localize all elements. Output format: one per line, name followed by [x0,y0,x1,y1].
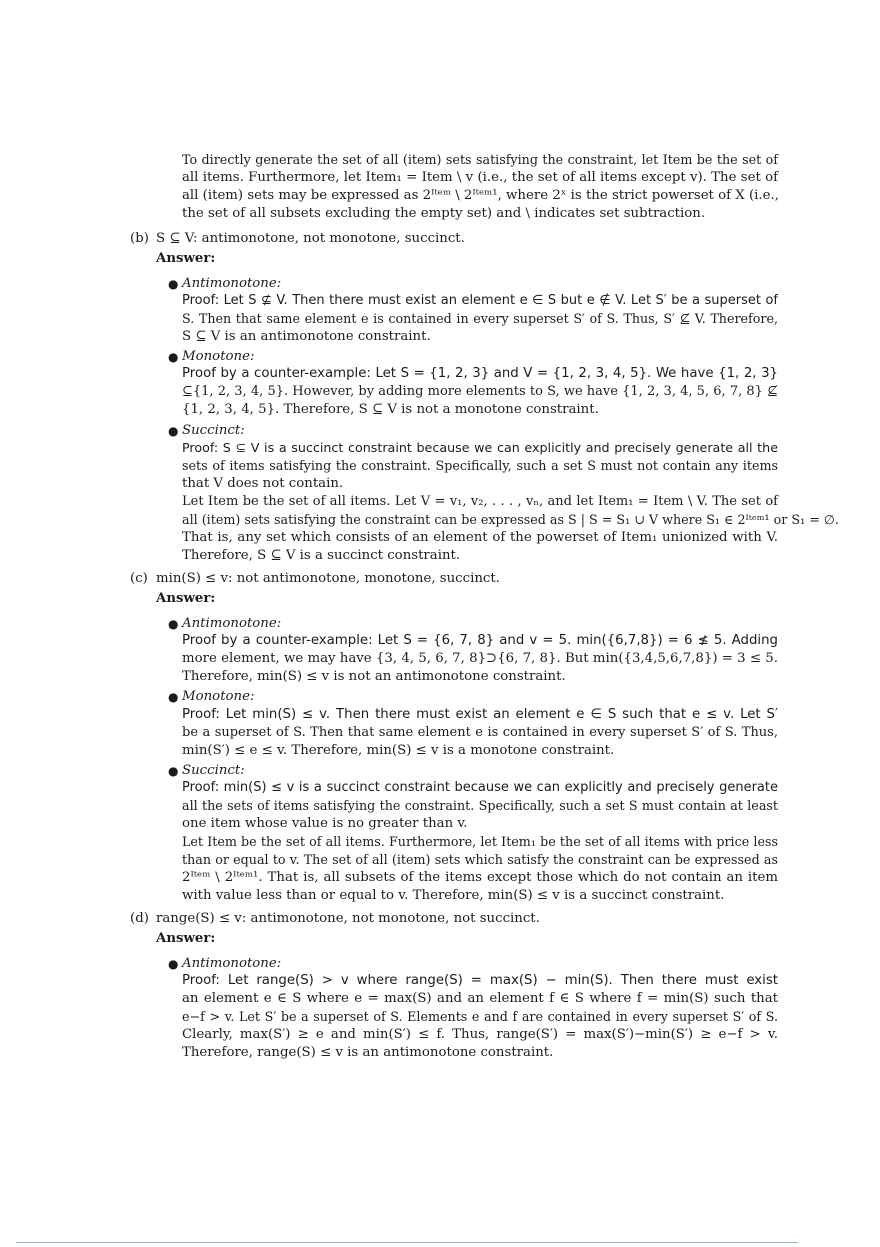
proof-line: all (item) sets satisfying the constraint can be expressed as S | S = S₁ ∪ V where S₁ ∈ 2ᴵᵗᵉᵐ¹ or S₁ = ∅. [182,512,839,527]
bullet-icon: ● [168,350,179,364]
proof-line: Proof by a counter-example: Let S = {6, 7, 8} and v = 5. min({6,7,8}) = 6 ≰ 5. Adding [182,633,778,648]
proof-line: S. Then that same element e is contained in every superset S′ of S. Thus, S′ ⊈ V. Therefore, [182,311,778,326]
bullet-icon: ● [168,617,179,631]
item-title: Antimonotone: [182,616,282,631]
proof-line: Proof: S ⊆ V is a succinct constraint because we can explicitly and precisely generate all the [182,440,778,455]
proof-line: Proof: min(S) ≤ v is a succinct constraint because we can explicitly and precisely generate [182,780,778,795]
proof-line: sets of items satisfying the constraint. Specifically, such a set S must not contain any items [182,458,778,473]
intro-line: the set of all subsets excluding the empty set) and \ indicates set subtraction. [182,206,706,221]
proof-line: more element, we may have {3, 4, 5, 6, 7, 8}⊃{6, 7, 8}. But min({3,4,5,6,7,8}) = 3 ≤ 5. [182,651,778,666]
proof-line: with value less than or equal to v. Therefore, min(S) ≤ v is a succinct constraint. [182,888,725,903]
proof-line: ⊆{1, 2, 3, 4, 5}. However, by adding more elements to S, we have {1, 2, 3, 4, 5, 6, 7, 8} ⊈ [182,384,778,399]
answer-label: Answer: [156,251,216,266]
proof-line: Proof: Let S ⊈ V. Then there must exist an element e ∈ S but e ∉ V. Let S′ be a superset of [182,293,778,308]
bullet-icon: ● [168,690,179,704]
part-heading: range(S) ≤ v: antimonotone, not monotone, not succinct. [156,911,540,926]
proof-line: S ⊆ V is an antimonotone constraint. [182,329,431,344]
intro-line: all items. Furthermore, let Item₁ = Item \ v (i.e., the set of all items except v). The set of [182,170,778,185]
part-label: (d) [130,911,149,926]
part-label: (b) [130,231,149,246]
proof-line: Therefore, min(S) ≤ v is not an antimonotone constraint. [182,669,566,684]
intro-line: To directly generate the set of all (item) sets satisfying the constraint, let Item be the set of [182,152,778,167]
answer-label: Answer: [156,591,216,606]
proof-line: that V does not contain. [182,476,344,491]
proof-line: Clearly, max(S′) ≥ e and min(S′) ≤ f. Thus, range(S′) = max(S′)−min(S′) ≥ e−f > v. [182,1027,778,1042]
part-label: (c) [130,571,148,586]
proof-line: all the sets of items satisfying the constraint. Specifically, such a set S must contain at least [182,798,778,813]
proof-line: Therefore, range(S) ≤ v is an antimonotone constraint. [182,1045,554,1060]
proof-line: Let Item be the set of all items. Let V = v₁, v₂, . . . , vₙ, and let Item₁ = Item \ V. The set of [182,494,778,509]
proof-line: {1, 2, 3, 4, 5}. Therefore, S ⊆ V is not a monotone constraint. [182,402,599,417]
item-title: Monotone: [182,689,255,704]
item-title: Succinct: [182,423,245,438]
proof-line: Proof by a counter-example: Let S = {1, 2, 3} and V = {1, 2, 3, 4, 5}. We have {1, 2, 3} [182,366,778,381]
intro-line: all (item) sets may be expressed as 2ᴵᵗᵉᵐ \ 2ᴵᵗᵉᵐ¹, where 2ˣ is the strict powerset of X (i.e., [182,188,779,203]
bullet-icon: ● [168,277,179,291]
proof-line: Let Item be the set of all items. Furthermore, let Item₁ be the set of all items with price less [182,834,778,849]
footer-divider [16,1242,798,1243]
item-title: Succinct: [182,763,245,778]
proof-line: an element e ∈ S where e = max(S) and an element f ∈ S where f = min(S) such that [182,991,778,1006]
proof-line: Proof: Let min(S) ≤ v. Then there must exist an element e ∈ S such that e ≤ v. Let S′ [182,707,778,722]
proof-line: one item whose value is no greater than v. [182,816,468,831]
proof-line: Proof: Let range(S) > v where range(S) = max(S) − min(S). Then there must exist [182,973,778,988]
item-title: Antimonotone: [182,956,282,971]
item-title: Antimonotone: [182,276,282,291]
answer-label: Answer: [156,931,216,946]
bullet-icon: ● [168,957,179,971]
proof-line: 2ᴵᵗᵉᵐ \ 2ᴵᵗᵉᵐ¹. That is, all subsets of the items except those which do not contain an item [182,870,778,885]
proof-line: e−f > v. Let S′ be a superset of S. Elements e and f are contained in every superset S′ of S. [182,1009,778,1024]
part-heading: S ⊆ V: antimonotone, not monotone, succinct. [156,231,465,246]
proof-line: min(S′) ≤ e ≤ v. Therefore, min(S) ≤ v is a monotone constraint. [182,743,615,758]
bullet-icon: ● [168,424,179,438]
item-title: Monotone: [182,349,255,364]
proof-line: than or equal to v. The set of all (item) sets which satisfy the constraint can be expressed as [182,852,778,867]
part-heading: min(S) ≤ v: not antimonotone, monotone, succinct. [156,571,500,586]
bullet-icon: ● [168,764,179,778]
proof-line: Therefore, S ⊆ V is a succinct constraint. [182,548,461,563]
proof-line: That is, any set which consists of an element of the powerset of Item₁ unionized with V. [182,530,778,545]
proof-line: be a superset of S. Then that same element e is contained in every superset S′ of S. Thus, [182,725,778,740]
